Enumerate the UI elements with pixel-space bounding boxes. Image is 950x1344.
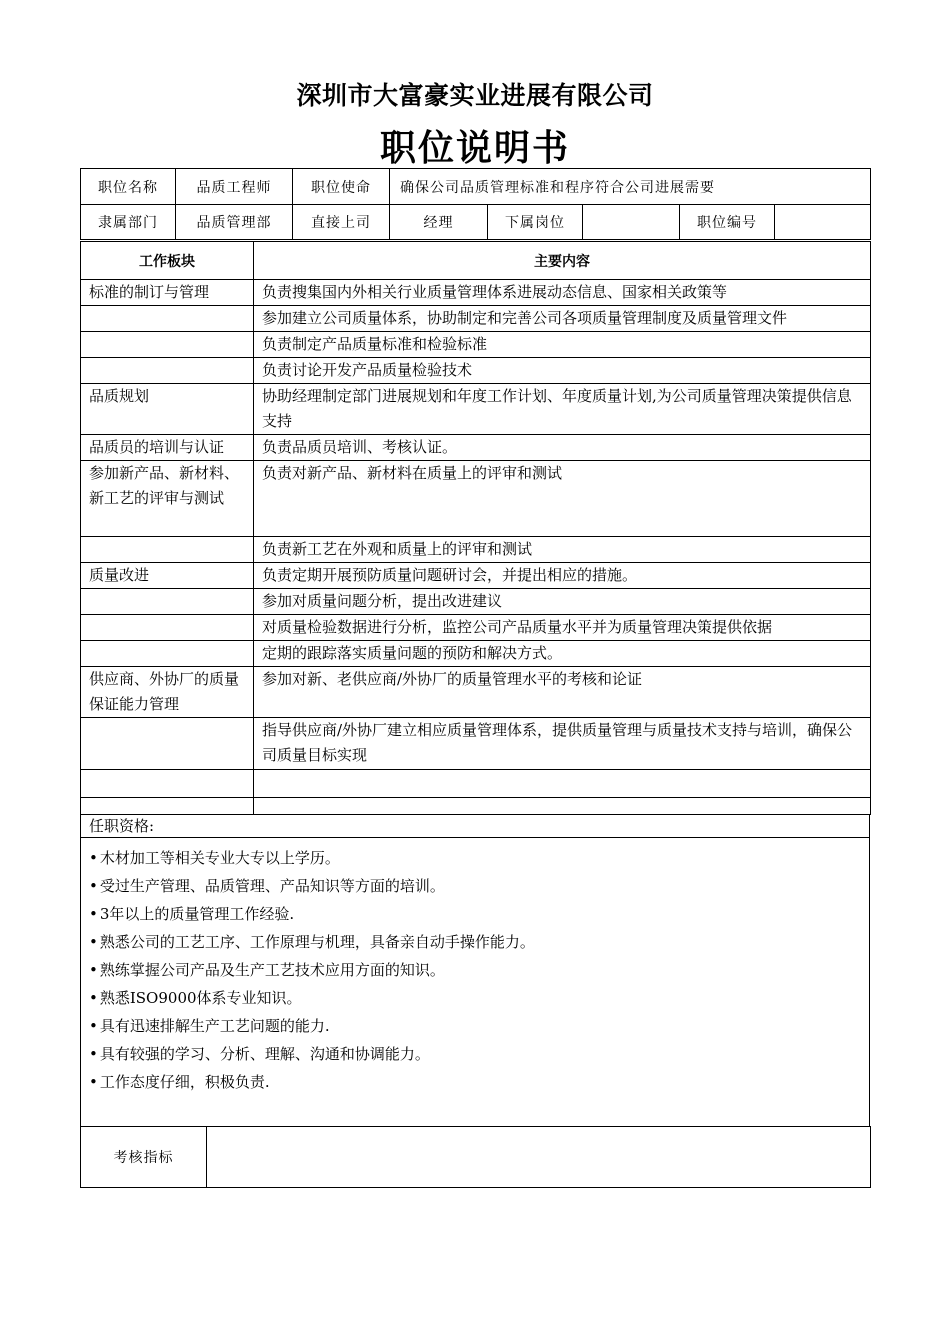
- module-column-header: 工作板块: [81, 242, 254, 280]
- duty-module: [81, 332, 254, 358]
- duty-module: 品质员的培训与认证: [81, 435, 254, 461]
- duty-row: [81, 384, 871, 435]
- duty-row: [81, 718, 871, 770]
- position-name-value: 品质工程师: [176, 169, 293, 205]
- position-code-value: [775, 205, 871, 241]
- qualification-item: • 具有迅速排解生产工艺问题的能力.: [89, 1012, 861, 1040]
- qualifications-title-row: [81, 815, 870, 838]
- qualification-item: • 熟悉公司的工艺工序、工作原理与机理，具备亲自动手操作能力。: [89, 928, 861, 956]
- duty-module: [81, 770, 254, 798]
- duty-row: [81, 306, 871, 332]
- qualifications-list: [89, 838, 861, 1096]
- duty-content: [254, 770, 871, 798]
- duty-row: [81, 358, 871, 384]
- subordinate-label: 下属岗位: [488, 205, 583, 241]
- duty-row: [81, 435, 871, 461]
- position-info-row-2: [81, 205, 871, 241]
- duty-row: [81, 798, 871, 815]
- duty-row: [81, 280, 871, 306]
- duty-module: [81, 798, 254, 815]
- duty-content: 负责新工艺在外观和质量上的评审和测试: [254, 537, 871, 563]
- duties-table: [80, 241, 871, 815]
- duty-row: [81, 461, 871, 537]
- duty-module: 供应商、外协厂的质量保证能力管理: [81, 667, 254, 718]
- duty-content: 负责搜集国内外相关行业质量管理体系进展动态信息、国家相关政策等: [254, 280, 871, 306]
- duty-module: 参加新产品、新材料、新工艺的评审与测试: [81, 461, 254, 537]
- qualification-item: • 受过生产管理、品质管理、产品知识等方面的培训。: [89, 872, 861, 900]
- duty-module: [81, 641, 254, 667]
- department-value: 品质管理部: [176, 205, 293, 241]
- duty-content: 负责品质员培训、考核认证。: [254, 435, 871, 461]
- qualification-item: • 木材加工等相关专业大专以上学历。: [89, 844, 861, 872]
- department-label: 隶属部门: [81, 205, 176, 241]
- assessment-table: [80, 1126, 871, 1188]
- duty-module: 品质规划: [81, 384, 254, 435]
- duty-content: 负责定期开展预防质量问题研讨会，并提出相应的措施。: [254, 563, 871, 589]
- qualification-item: • 3年以上的质量管理工作经验.: [89, 900, 861, 928]
- supervisor-value: 经理: [390, 205, 488, 241]
- duty-content: 参加建立公司质量体系，协助制定和完善公司各项质量管理制度及质量管理文件: [254, 306, 871, 332]
- duty-content: 对质量检验数据进行分析，监控公司产品质量水平并为质量管理决策提供依据: [254, 615, 871, 641]
- qualifications-cell: [81, 838, 870, 1127]
- position-code-label: 职位编号: [680, 205, 775, 241]
- mission-label: 职位使命: [293, 169, 390, 205]
- position-info-table: [80, 168, 871, 242]
- duty-row: [81, 667, 871, 718]
- content-column-header: 主要内容: [254, 242, 871, 280]
- duties-header-row: [81, 242, 871, 280]
- duty-row: [81, 563, 871, 589]
- subordinate-value: [583, 205, 680, 241]
- qualification-item: • 熟练掌握公司产品及生产工艺技术应用方面的知识。: [89, 956, 861, 984]
- position-name-label: 职位名称: [81, 169, 176, 205]
- qualification-item: • 工作态度仔细，积极负责.: [89, 1068, 861, 1096]
- duty-content: 指导供应商/外协厂建立相应质量管理体系，提供质量管理与质量技术支持与培训，确保公司质量目标实现: [254, 718, 871, 770]
- duty-content: 负责对新产品、新材料在质量上的评审和测试: [254, 461, 871, 537]
- duty-content: 负责讨论开发产品质量检验技术: [254, 358, 871, 384]
- assessment-row: [81, 1127, 871, 1188]
- company-name: 深圳市大富豪实业进展有限公司: [296, 81, 654, 110]
- duty-module: [81, 537, 254, 563]
- duty-content: [254, 798, 871, 815]
- qualification-item: • 熟悉ISO9000体系专业知识。: [89, 984, 861, 1012]
- duty-content: 参加对质量问题分析，提出改进建议: [254, 589, 871, 615]
- duty-content: 负责制定产品质量标准和检验标准: [254, 332, 871, 358]
- assessment-label: 考核指标: [81, 1127, 207, 1188]
- qualifications-table: [80, 814, 870, 1127]
- supervisor-label: 直接上司: [293, 205, 390, 241]
- duty-module: 质量改进: [81, 563, 254, 589]
- duty-module: [81, 718, 254, 770]
- mission-value: 确保公司品质管理标准和程序符合公司进展需要: [390, 169, 871, 205]
- duty-content: 参加对新、老供应商/外协厂的质量管理水平的考核和论证: [254, 667, 871, 718]
- qualifications-list-row: [81, 838, 870, 1127]
- duty-module: 标准的制订与管理: [81, 280, 254, 306]
- qualifications-title: 任职资格:: [81, 815, 870, 838]
- duty-row: [81, 332, 871, 358]
- duty-module: [81, 589, 254, 615]
- duty-row: [81, 537, 871, 563]
- duty-module: [81, 358, 254, 384]
- duty-row: [81, 641, 871, 667]
- duty-content: 协助经理制定部门进展规划和年度工作计划、年度质量计划,为公司质量管理决策提供信息支持: [254, 384, 871, 435]
- duty-module: [81, 615, 254, 641]
- duty-row: [81, 589, 871, 615]
- duty-content: 定期的跟踪落实质量问题的预防和解决方式。: [254, 641, 871, 667]
- duty-row: [81, 615, 871, 641]
- document-title: 职位说明书: [379, 128, 570, 169]
- assessment-value: [207, 1127, 871, 1188]
- qualification-item: • 具有较强的学习、分析、理解、沟通和协调能力。: [89, 1040, 861, 1068]
- duty-row: [81, 770, 871, 798]
- duty-module: [81, 306, 254, 332]
- position-info-row-1: [81, 169, 871, 205]
